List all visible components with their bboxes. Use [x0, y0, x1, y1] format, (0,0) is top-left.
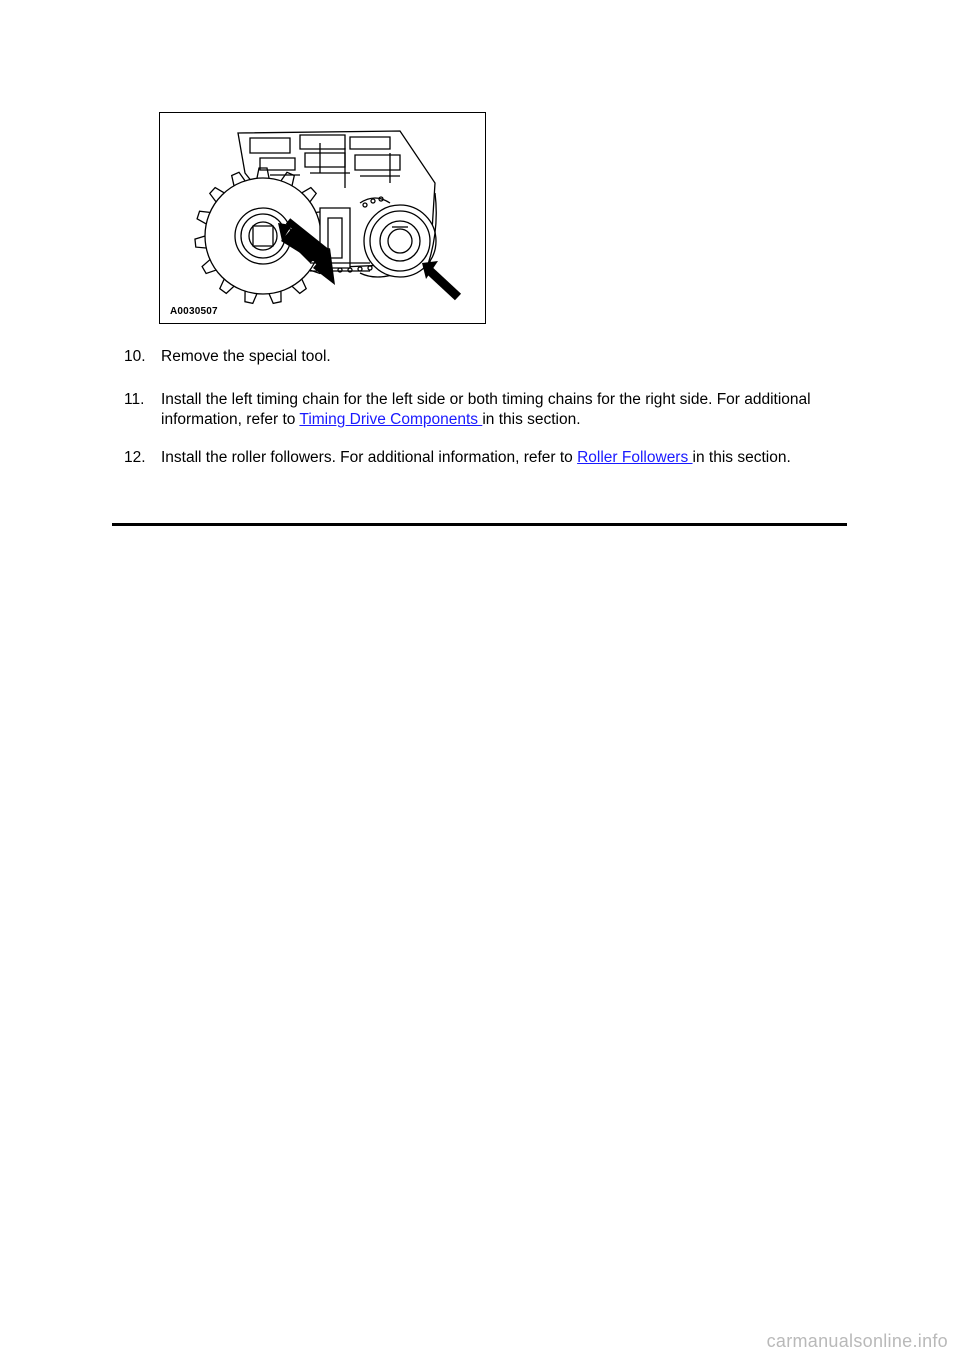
sprocket-illustration-icon [160, 113, 485, 323]
step-number: 11. [124, 391, 145, 408]
figure-label: A0030507 [170, 306, 218, 317]
step-text [161, 390, 851, 430]
step-text-before: Install the left timing chain for the left side or both timing chains for the right side. For additional information, refer to [161, 391, 811, 428]
step-number: 12. [124, 449, 146, 466]
figure-timing-sprockets [159, 112, 486, 324]
link-roller-followers[interactable]: Roller Followers [577, 449, 693, 466]
step-text [161, 448, 851, 468]
step-text-after: in this section. [482, 411, 581, 428]
step-text: Remove the special tool. [161, 348, 331, 365]
watermark: carmanualsonline.info [766, 1331, 948, 1351]
link-timing-drive-components[interactable]: Timing Drive Components [299, 411, 483, 428]
step-number: 10. [124, 348, 146, 365]
step-text-before: Install the roller followers. For additional information, refer to [161, 449, 578, 466]
section-divider [112, 523, 847, 526]
step-text-after: in this section. [692, 449, 791, 466]
